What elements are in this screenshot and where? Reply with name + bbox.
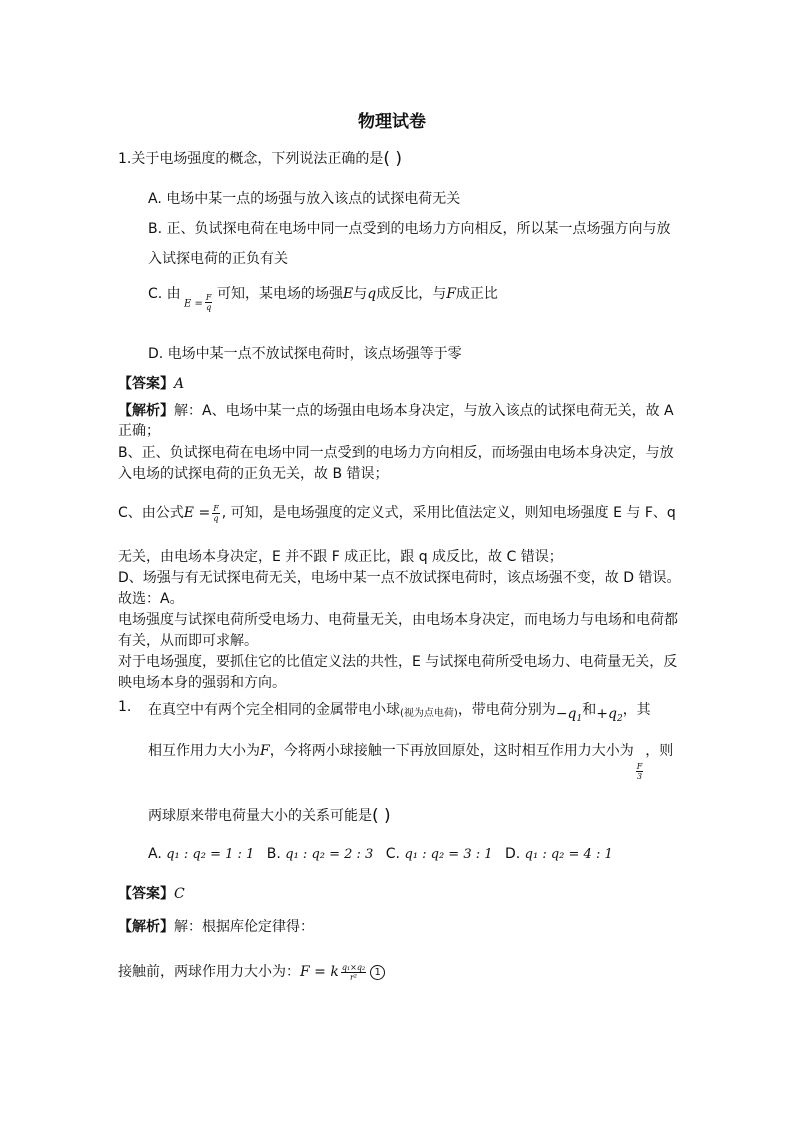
charge-q1: $-q_1$ [555, 706, 583, 724]
and-text: 和 [582, 702, 597, 718]
analysis-1-line4: 入电场的试探电荷的正负无关，故 B 错误； [118, 466, 389, 482]
question-text: 关于电场强度的概念，下列说法正确的是 [131, 151, 384, 167]
option-a: A. 电场中某一点的场强与放入该点的试探电荷无关 [148, 191, 461, 207]
answer-1 [118, 373, 184, 393]
formula-lhs: E = [184, 298, 203, 310]
analysis-1-line2: 正确； [118, 423, 160, 439]
answer-paren: ( ) [372, 806, 391, 826]
question-text: 相互作用力大小为 [148, 743, 260, 759]
analysis-1-line9: 电场强度与试探电荷所受电场力、电荷量无关，由电场本身决定，而电场力与电场和电荷都 [118, 612, 678, 628]
symbol-f: F [260, 743, 270, 759]
option-a-value: q₁ : q₂ = 1 : 1 [166, 847, 255, 862]
analysis-1-line12: 映电场本身的强弱和方向。 [118, 675, 286, 691]
fraction-numerator: F [636, 762, 643, 771]
page-title: 物理试卷 [358, 112, 426, 132]
analysis-1-line11: 对于电场强度，要抓住它的比值定义法的共性，E 与试探电荷所受电场力、电荷量无关，反 [118, 654, 678, 670]
analysis-text: 解：A、电场中某一点的场强由电场本身决定，与放入该点的试探电荷无关，故 A [174, 403, 674, 419]
question-text-end: ，其 [622, 702, 651, 718]
option-c-text-3: 成反比，与 [376, 286, 447, 302]
analysis-1-line3: B、正、负试探电荷在电场中同一点受到的电场力方向相反，而场强由电场本身决定，与放 [118, 445, 674, 461]
analysis-1-formula-line [118, 502, 676, 523]
answer-paren: ( ) [383, 149, 403, 169]
question-text: 两球原来带电荷量大小的关系可能是 [148, 808, 372, 824]
analysis-2-line1 [118, 916, 314, 936]
formula-suffix: , 可知，是电场强度的定义式，采用比值法定义，则知电场强度 E 与 F、q [221, 505, 676, 521]
symbol-q: q [367, 286, 377, 302]
option-c-text-1: 可知，某电场的场强 [217, 286, 343, 302]
question-text: 在真空中有两个完全相同的金属带电小球 [148, 702, 400, 718]
question-text-mid: ，带电荷分别为 [457, 702, 556, 718]
analysis-1-line8: 故选：A。 [118, 591, 184, 607]
option-b-line1: B. 正、负试探电荷在电场中同一点受到的电场力方向相反，所以某一点场强方向与放 [148, 221, 671, 237]
option-c-text-2: 与 [353, 286, 368, 302]
question-2-line2 [148, 740, 673, 781]
formula-fraction [212, 504, 220, 523]
formula-lhs: E = [183, 505, 211, 521]
answer-value: A [174, 376, 185, 392]
option-c-label: C. [385, 846, 401, 862]
analysis-text: 解：根据库伦定律得： [174, 919, 314, 935]
option-c-prefix: C. 由 [148, 286, 181, 302]
fraction-numerator: F [213, 503, 219, 513]
question-1-stem [118, 148, 402, 169]
option-c-text [217, 283, 498, 303]
option-b-value: q₁ : q₂ = 2 : 3 [285, 847, 374, 862]
formula-fraction [636, 762, 644, 781]
charge-q2: $+q_2$ [596, 706, 623, 724]
analysis-text: 接触前，两球作用力大小为： [118, 964, 300, 980]
fraction-denominator: q [206, 303, 212, 312]
analysis-2-line2 [118, 961, 385, 982]
parenthetical: (视为点电荷) [400, 708, 458, 719]
option-b-line2: 入试探电荷的正负有关 [148, 251, 288, 267]
question-text-mid: ，今将两小球接触一下再放回原处，这时相互作用力大小为 [269, 743, 634, 759]
formula-fraction [205, 293, 213, 312]
question-2-line3 [148, 805, 391, 826]
formula-lhs: F = k [300, 964, 339, 980]
answer-label: 【答案】 [118, 886, 174, 902]
question-number: 1. [118, 151, 132, 167]
fraction-numerator: q₁×q₂ [341, 962, 366, 972]
question-2-options [148, 846, 613, 862]
fraction-denominator: q [213, 513, 219, 523]
fraction-denominator: r² [349, 972, 358, 982]
answer-2 [118, 883, 185, 903]
fraction-denominator: 3 [636, 772, 643, 781]
charge-q1-text: −q [555, 706, 577, 722]
option-c-formula [184, 293, 214, 312]
option-d-value: q₁ : q₂ = 4 : 1 [524, 847, 613, 862]
formula-fraction [341, 963, 366, 982]
analysis-label: 【解析】 [118, 919, 174, 935]
option-b-label: B. [266, 846, 281, 862]
option-a-label: A. [148, 846, 162, 862]
option-c-text-4: 成正比 [455, 286, 498, 302]
analysis-1-line6: 无关，由电场本身决定，E 并不跟 F 成正比，跟 q 成反比，故 C 错误； [118, 549, 563, 565]
question-2-number: 1. [118, 699, 132, 715]
analysis-1-line10: 有关，从而即可求解。 [118, 633, 258, 649]
option-d-label: D. [504, 846, 521, 862]
answer-value: C [174, 886, 185, 902]
analysis-label: 【解析】 [118, 403, 174, 419]
symbol-e: E [343, 286, 354, 302]
fraction-numerator: F [205, 293, 212, 302]
question-text-end: ，则 [645, 743, 674, 759]
option-d: D. 电场中某一点不放试探电荷时，该点场强等于零 [148, 346, 462, 362]
analysis-1-line1 [118, 400, 674, 420]
symbol-f: F [446, 286, 456, 302]
question-2-line1 [148, 699, 651, 724]
charge-q2-text: +q [596, 706, 617, 722]
option-c-value: q₁ : q₂ = 3 : 1 [404, 847, 493, 862]
analysis-1-line7: D、场强与有无试探电荷无关，电场中某一点不放试探电荷时，该点场强不变，故 D 错误。 [118, 570, 681, 586]
option-c [148, 283, 181, 303]
formula-prefix: C、由公式 [118, 505, 184, 521]
equation-number: 1 [370, 965, 385, 980]
answer-label: 【答案】 [118, 376, 174, 392]
